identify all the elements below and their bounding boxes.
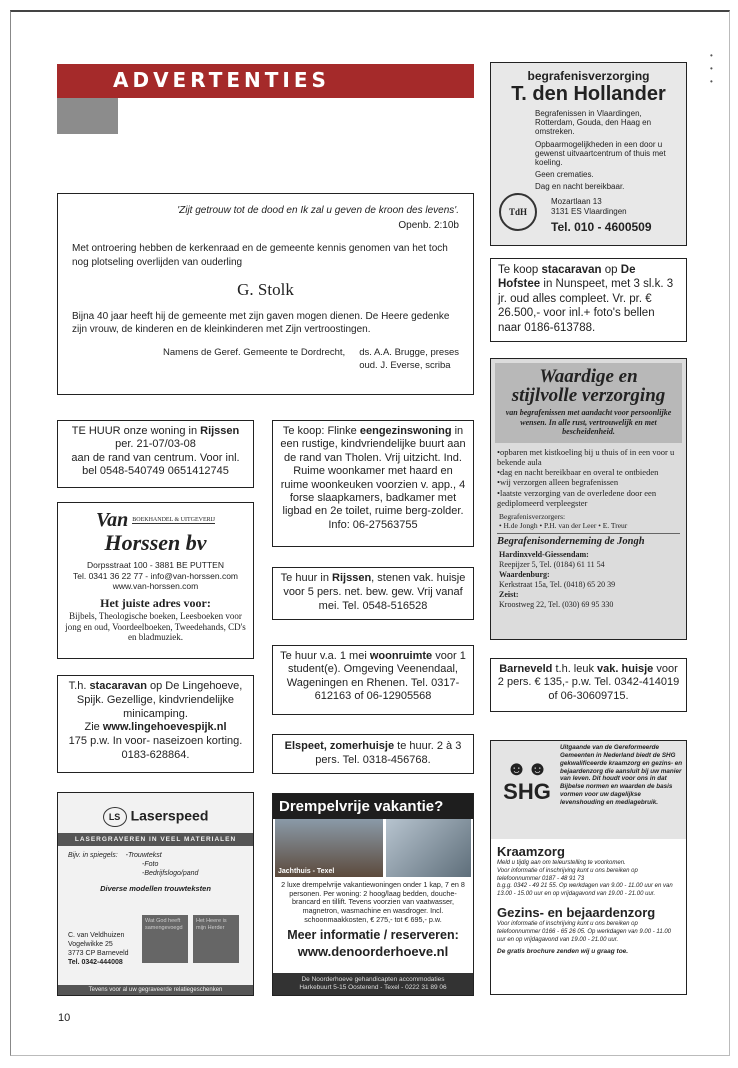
drempel-info-heading: Meer informatie / reserveren: <box>287 928 459 943</box>
hollander-logo: TdH <box>499 193 537 231</box>
drempelvrije-vakantie-ad <box>272 793 474 996</box>
ad-text: voor 1 student(e). Omgeving Veenendaal, Wageningen en Rhenen. Tel. 0317-612163 of 06-12905568 <box>286 650 466 703</box>
van-horssen-slogan: Het juiste adres voor: <box>100 595 211 610</box>
location-name: Zeist: <box>499 589 519 599</box>
obituary-quote: 'Zijt getrouw tot de dood en Ik zal u geven de kroon des levens'. <box>177 205 459 216</box>
ad-text: Zie <box>84 721 103 734</box>
ad-text: TE HUUR onze woning in <box>71 425 201 437</box>
margin-marks: • • • <box>710 51 713 86</box>
barneveld-ad <box>490 658 687 712</box>
ad-text: Te huur v.a. 1 mei <box>280 650 370 662</box>
van-horssen-name: Horssen bv <box>104 530 207 555</box>
ad-text: , stenen vak. huisje voor 5 pers. net. bew. gew. Vrij vanaf mei. Tel. 0548-516528 <box>283 572 466 612</box>
laser-icon: LS <box>103 807 127 827</box>
hollander-address <box>551 197 652 235</box>
stacaravan-hofstee-ad <box>490 258 687 342</box>
ad-text: Te koop: Flinke <box>282 425 360 437</box>
shg-header <box>491 741 686 839</box>
logo-van: Van <box>95 509 129 531</box>
list-item: -Trouwtekst <box>125 852 162 859</box>
hollander-title: T. den Hollander <box>511 83 666 105</box>
ad-text: op De Lingehoeve, Spijk. Gezellige, kindvriendelijke minicamping. <box>76 680 243 720</box>
location-address: Reepijzer 5, Tel. (0184) 61 11 54 <box>499 559 605 569</box>
obituary-reference: Openb. 2:10b <box>398 219 459 231</box>
shg-kraamzorg-heading: Kraamzorg <box>497 844 565 859</box>
ad-keyword: Barneveld <box>499 663 553 675</box>
contact-city: 3773 CP Barneveld <box>68 950 129 958</box>
ad-website[interactable]: www.lingehoevespijk.nl <box>102 721 227 734</box>
drempel-title: Drempelvrije vakantie? <box>273 794 473 819</box>
lingehoeve-ad <box>57 675 254 773</box>
rijssen-huisje-ad <box>272 567 474 620</box>
obituary-ad <box>57 193 474 395</box>
hollander-phone: Tel. 010 - 4600509 <box>551 219 652 234</box>
laserspeed-ad <box>57 792 254 996</box>
shg-gezinszorg-heading: Gezins- en bejaardenzorg <box>497 904 656 920</box>
sample-card: Wat God heeft samengevoegd <box>142 915 188 963</box>
laserspeed-name: Laserspeed <box>130 807 209 824</box>
contact-street: Vogelwikke 25 <box>68 941 113 949</box>
shg-kraamzorg-3: b.g.g. 0342 - 49 21 55. Op werkdagen van 9.00 - 11.00 uur en van 13.00 - 15.00 uur en op vrijdagavond van 19.00 - 21.00 uur. <box>497 883 673 898</box>
photo-caption: Jachthuis - Texel <box>278 868 335 875</box>
hollander-street: Mozartlaan 13 <box>551 197 602 206</box>
obituary-body: Bijna 40 jaar heeft hij de gemeente met zijn gaven mogen dienen. De Heere gedenke zijn vrouw, de kinderen en de kleinkinderen met Zijn vertroostingen. <box>72 310 450 336</box>
ad-text: Te koop <box>498 264 542 276</box>
ad-text: in een rustige, kindvriendelijke buurt aan de rand van Tholen. Vrij uitzicht. Ind. Ruime woonkamer met haard en ruime woonkeuken voorzien v. app., 4 forse slaapkamers, badkamer met ligbad en 2e toilet, ruime berg-zolder. Info: 06-27563755 <box>280 425 466 531</box>
hollander-text-4: Dag en nacht bereikbaar. <box>535 182 625 192</box>
drempel-website[interactable]: www.denoorderhoeve.nl <box>297 944 449 960</box>
location-address: Kerkstraat 15a, Tel. (0418) 65 20 39 <box>499 579 616 589</box>
drempel-footer <box>273 973 473 995</box>
laserspeed-footer: Tevens voor al uw gegraveerde relatiegeschenken <box>58 985 253 995</box>
family-icon: ☻☻ <box>505 758 549 780</box>
ad-text: in Nunspeet, met 3 sl.k. 3 jr. oud alles compleet. Vr. pr. € 26.500,- voor inl.+ foto's bellen naar 0186-613788. <box>498 278 674 334</box>
de-jongh-verzorgers-label: Begrafenisverzorgers: <box>499 511 566 521</box>
location-name: Hardinxveld-Giessendam: <box>499 549 589 559</box>
laserspeed-models: Diverse modellen trouwteksten <box>100 884 211 894</box>
shg-brochure: De gratis brochure zenden wij u graag toe. <box>497 948 629 956</box>
obituary-signed-by: Namens de Geref. Gemeente te Dordrecht, <box>163 346 346 358</box>
sample-card: Het Heere is mijn Herder <box>193 915 239 963</box>
obituary-name: G. Stolk <box>237 280 294 299</box>
de-jongh-verzorgers: • H.de Jongh • P.H. van der Leer • E. Treur <box>499 520 628 530</box>
ad-keyword: Rijssen <box>200 425 240 437</box>
drempel-photos <box>273 819 473 877</box>
list-item: -Bedrijfslogo/pand <box>142 869 199 877</box>
obituary-preses: ds. A.A. Brugge, preses <box>359 346 459 358</box>
ad-text: t.h. leuk <box>552 663 598 675</box>
ad-text: per. 21-07/03-08 <box>115 438 196 451</box>
shg-gezinszorg-text: Voor informatie of inschrijving kunt u ons bereiken op telefoonnummer 0166 - 65 26 05. Op werkdagen van 9.00 - 11.00 uur en op vrijdagavond van 19.00 - 21.00 uur. <box>497 920 672 943</box>
list-item: • dag en nacht bereikbaar en overal te ontbieden <box>497 467 680 477</box>
address: Dorpsstraat 100 - 3881 BE PUTTEN <box>86 560 224 570</box>
phone-email: Tel. 0341 36 22 77 - info@van-horssen.com <box>72 570 239 581</box>
laserspeed-samples <box>142 915 239 963</box>
list-item: • wij verzorgen alleen begrafenissen <box>497 477 680 487</box>
ad-text: aan de rand van centrum. Voor inl. <box>71 451 240 464</box>
ad-keyword: stacaravan <box>541 264 602 276</box>
footer-name: De Noorderhoeve gehandicapten accommodaties <box>301 975 445 983</box>
mirror-label: Bijv. in spiegels: <box>68 852 118 859</box>
ad-text: Te huur in <box>280 572 333 584</box>
ad-keyword: eengezinswoning <box>359 425 452 437</box>
section-header <box>57 64 474 98</box>
shg-ad <box>490 740 687 995</box>
section-title: ADVERTENTIES <box>113 68 330 92</box>
ad-keyword: vak. huisje <box>597 663 654 675</box>
laserspeed-banner: LASERGRAVEREN IN VEEL MATERIALEN <box>58 833 253 846</box>
list-item: • opbaren met kistkoeling bij u thuis of in een voor u bekende aula <box>497 447 680 467</box>
de-jongh-ad <box>490 358 687 640</box>
footer-address: Harkebuurt 5-15 Oosterend - Texel - 0222 31 89 06 <box>299 983 447 991</box>
list-item: -Foto <box>142 860 159 868</box>
de-jongh-name: Begrafenisonderneming de Jongh <box>497 533 680 547</box>
shg-intro: Uitgaande van de Gereformeerde Gemeenten in Nederland biedt de SHG gekwalificeerde kraamzorg en gezins- en bejaardenzorg die aansluit bij uw manier van leven. Dit houdt voor ons in dat Bijbelse normen en waarden de basis vormen voor uw dagelijkse levenshouding en mediagebruik. <box>560 744 683 807</box>
ad-text: op <box>601 264 621 276</box>
list-item: • laatste verzorging van de overledene door een gediplomeerd verpleegster <box>497 488 680 508</box>
ad-text: 175 p.w. In voor- naseizoen korting. 0183-628864. <box>68 735 243 761</box>
obituary-signature <box>72 347 459 373</box>
ad-keyword: stacaravan <box>89 680 147 692</box>
woonruimte-ad <box>272 645 474 715</box>
page-number: 10 <box>58 1012 71 1024</box>
laserspeed-contact <box>68 931 129 967</box>
ad-keyword: Elspeet, zomerhuisje <box>284 740 395 752</box>
contact-name: C. van Veldhuizen <box>68 932 125 939</box>
hollander-text-3: Geen crematies. <box>535 170 594 180</box>
hollander-ad <box>490 62 687 246</box>
de-jongh-locations <box>499 550 678 610</box>
van-horssen-logo <box>62 509 249 532</box>
hollander-text-1: Begrafenissen in Vlaardingen, Rotterdam, Gouda, den Haag en omstreken. <box>535 109 652 137</box>
shg-logo <box>494 744 560 836</box>
de-jongh-services <box>497 447 680 508</box>
location-address: Kroostweg 22, Tel. (030) 69 95 330 <box>499 599 614 609</box>
van-horssen-contact <box>62 560 249 592</box>
shg-kraamzorg-1: Meld u tijdig aan om teleurstelling te voorkomen. <box>497 860 626 866</box>
house-photo <box>275 819 383 877</box>
tholen-woning-ad <box>272 420 474 547</box>
ad-keyword: De Hofstee <box>498 264 636 291</box>
drempel-text: 2 luxe drempelvrije vakantiewoningen onder 1 kap, 7 en 8 personen. Per woning: 2 hoog/laag bedden, douche-brancard en tillift. Tevens voorzien van vaatwasser, magnetron, wasmachine en wasdroger. Incl. schoonmaakkosten, € 275,- tot € 695,- p.w. <box>281 880 465 924</box>
elspeet-ad <box>272 734 474 774</box>
laserspeed-logo <box>58 793 253 833</box>
contact-phone: Tel. 0342-444008 <box>68 959 123 967</box>
van-horssen-products: Bijbels, Theologische boeken, Leesboeken voor jong en oud, Voordeelboeken, Tweedehands, CD's en bladmuziek. <box>65 610 246 643</box>
ad-keyword: Rijssen <box>332 572 372 584</box>
rijssen-woning-ad <box>57 420 254 488</box>
logo-subtitle: BOEKHANDEL & UITGEVERIJ <box>132 517 216 523</box>
obituary-intro: Met ontroering hebben de kerkenraad en de gemeente kennis genomen van het toch nog plotseling overlijden van ouderling <box>72 243 448 268</box>
van-horssen-ad <box>57 502 254 659</box>
ad-text: T.h. <box>68 680 90 692</box>
de-jongh-title-1: Waardige en <box>539 366 638 387</box>
hollander-city: 3131 ES Vlaardingen <box>551 207 627 217</box>
ad-keyword: woonruimte <box>369 650 433 662</box>
bathroom-photo <box>386 819 471 877</box>
laserspeed-mirrors <box>68 852 243 878</box>
header-accent-block <box>57 98 118 134</box>
shg-tag: SHG <box>503 779 551 804</box>
de-jongh-banner <box>495 363 682 443</box>
ad-text: te huur. 2 à 3 pers. Tel. 0318-456768. <box>315 740 462 766</box>
ad-text: bel 0548-540749 0651412745 <box>82 465 229 478</box>
obituary-scriba: oud. J. Everse, scriba <box>359 359 451 371</box>
de-jongh-title-2: stijlvolle verzorging <box>511 385 666 406</box>
ad-text: voor 2 pers. € 135,- p.w. Tel. 0342-414019 of 06-30609715. <box>497 663 680 702</box>
location-name: Waardenburg: <box>499 569 550 579</box>
hollander-text-2: Opbaarmogelijkheden in een door u gewenst uitvaartcentrum of thuis met koeling. <box>535 139 666 167</box>
hollander-subtitle: begrafenisverzorging <box>527 69 650 83</box>
website: www.van-horssen.com <box>112 581 199 592</box>
shg-kraamzorg-2: Voor informatie of inschrijving kunt u ons bereiken op telefoonnummer 0187 - 48 91 73 <box>497 867 638 882</box>
de-jongh-tagline: van begrafenissen met aandacht voor persoonlijke wensen. In alle rust, vertrouwelijk en met bescheidenheid. <box>505 408 672 437</box>
